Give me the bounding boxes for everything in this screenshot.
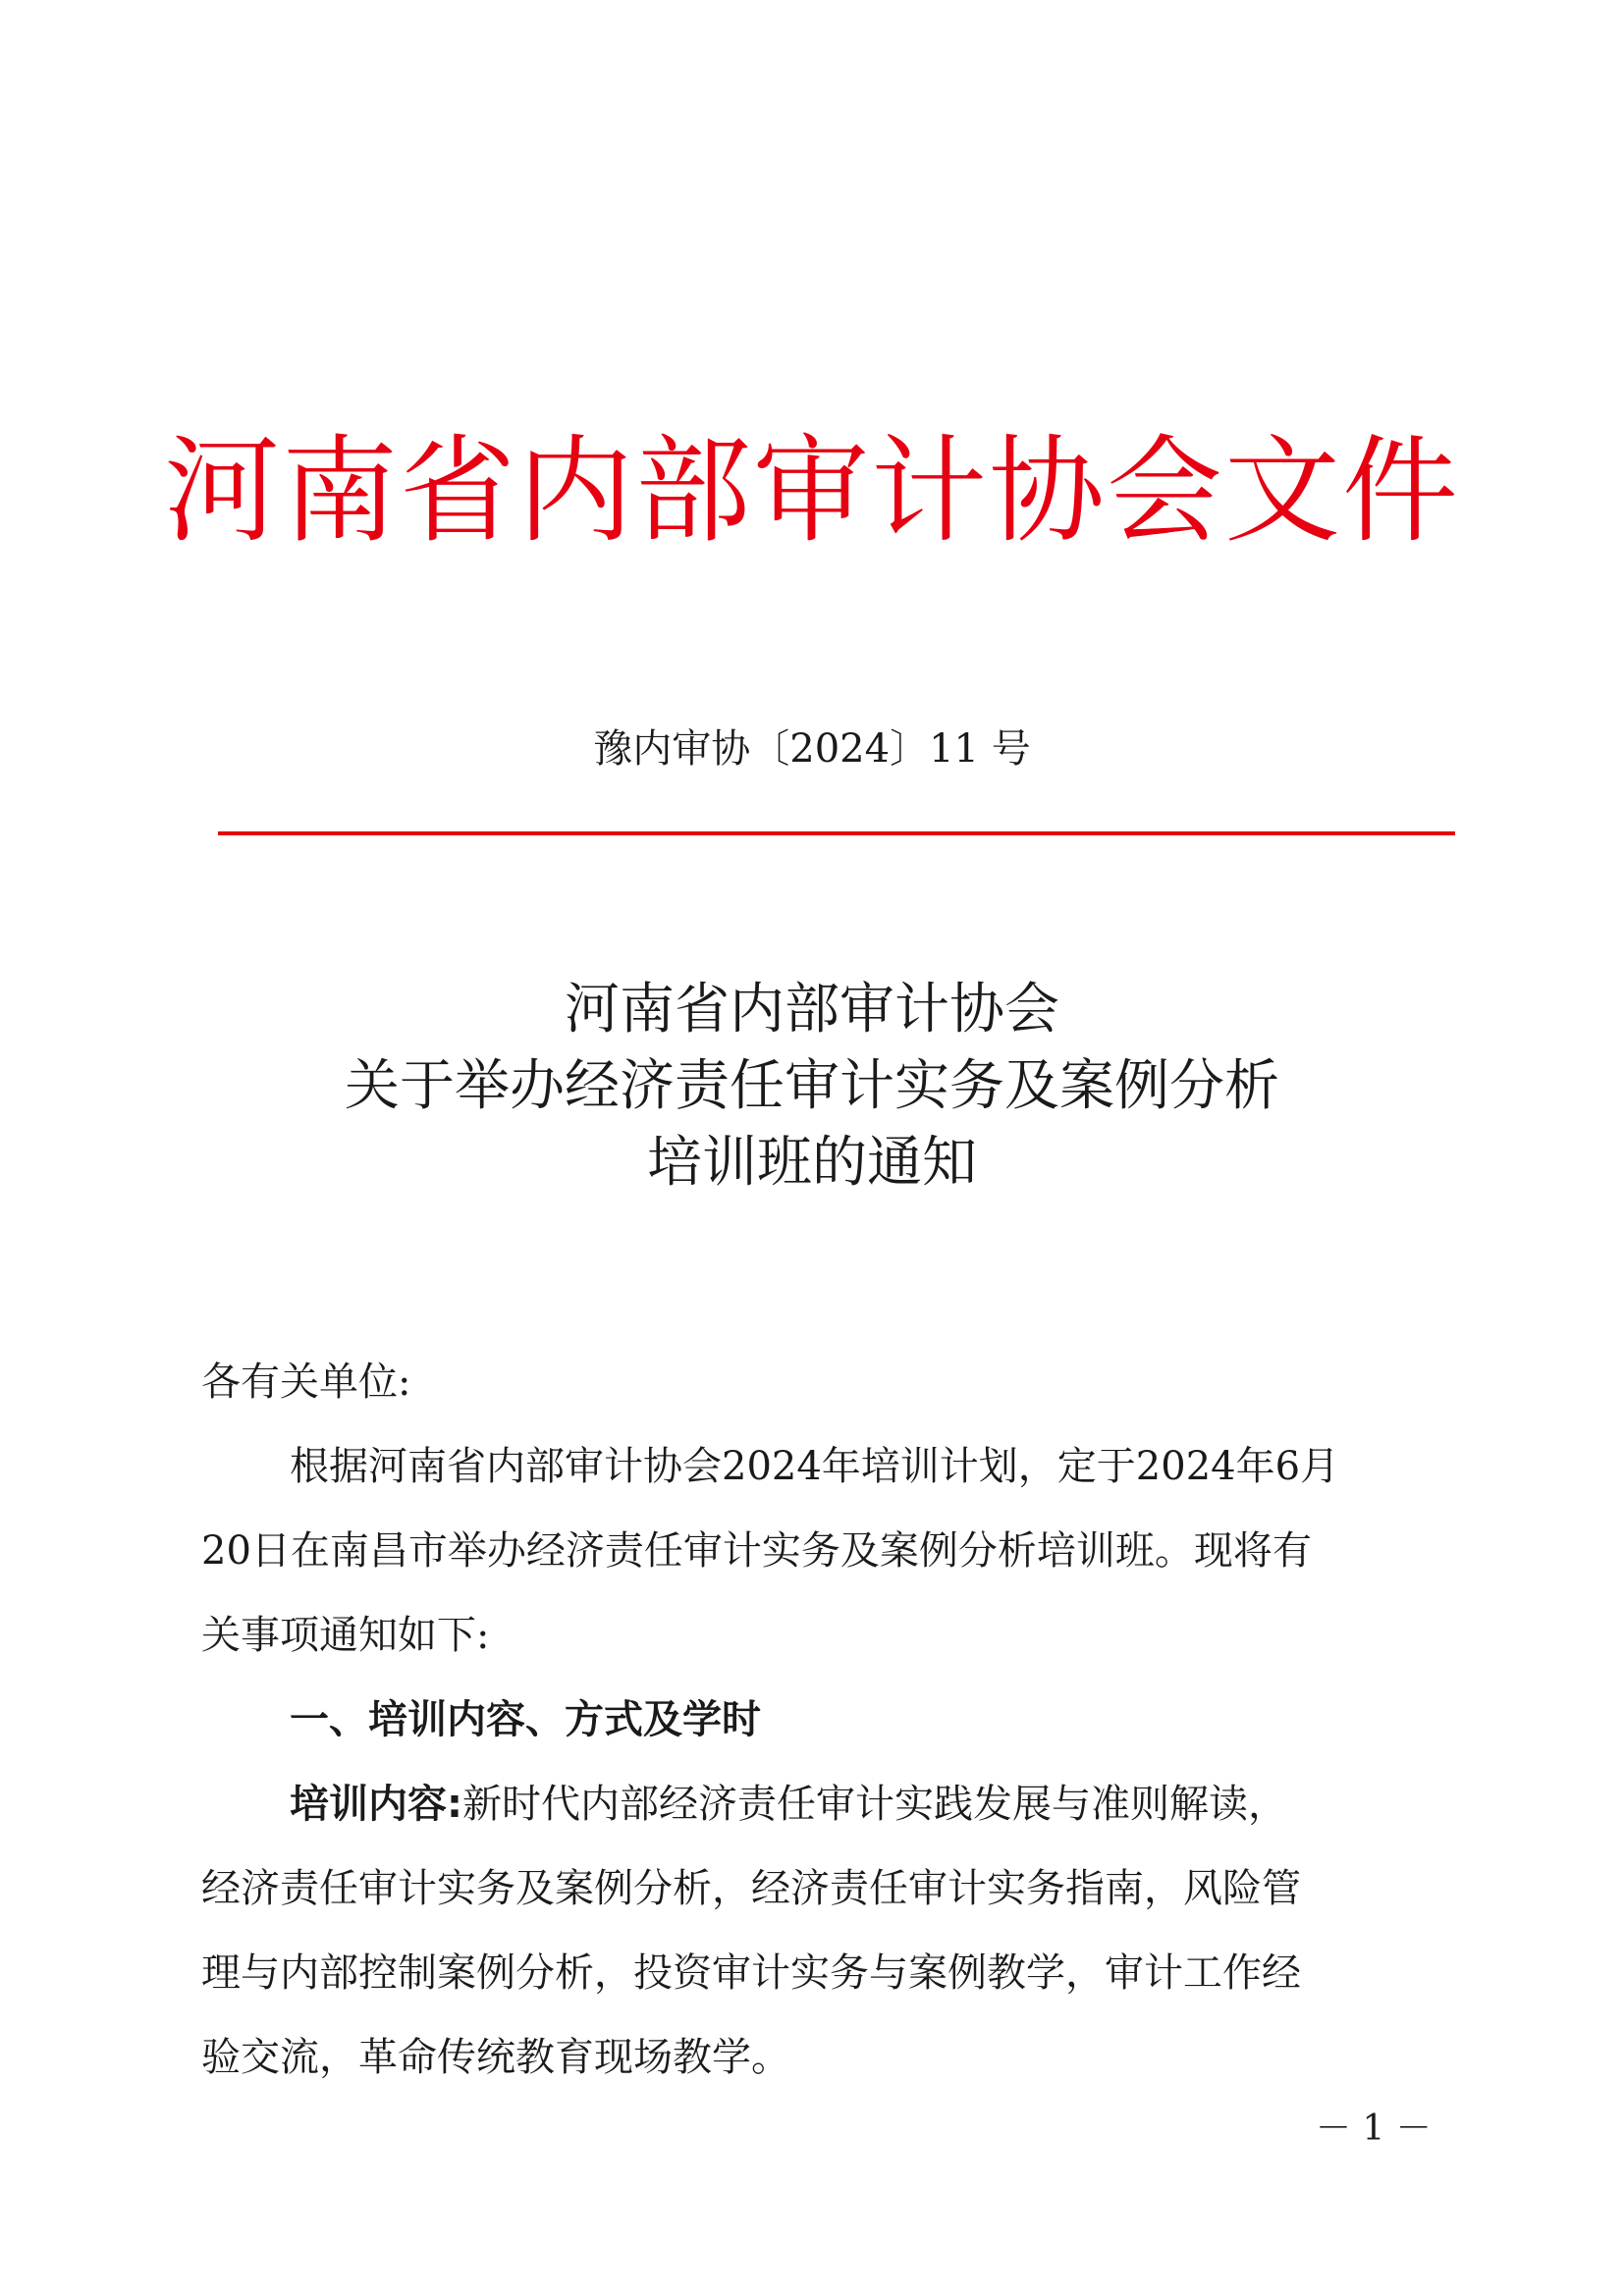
salutation: 各有关单位: (201, 1360, 411, 1405)
section-one-heading: 一、培训内容、方式及学时 (290, 1697, 761, 1742)
notice-title-line: 关于举办经济责任审计实务及案例分析 (345, 1054, 1279, 1118)
document-number: 豫内审协〔2024〕11 号 (593, 726, 1031, 772)
notice-title-line: 河南省内部审计协会 (565, 978, 1059, 1041)
intro-line: 根据河南省内部审计协会2024年培训计划，定于2024年6月 (290, 1444, 1340, 1489)
content-line: 理与内部控制案例分析，投资审计实务与案例教学，审计工作经 (201, 1950, 1301, 1996)
notice-body (201, 1340, 1429, 2100)
content-line: 验交流，革命传统教育现场教学。 (201, 2035, 790, 2080)
page-number: － 1 － (1316, 2109, 1432, 2149)
notice-title-line: 培训班的通知 (647, 1131, 977, 1195)
content-line (201, 1762, 1429, 1846)
content-line: 经济责任审计实务及案例分析，经济责任审计实务指南，风险管 (201, 1866, 1301, 1911)
content-text: 新时代内部经济责任审计实践发展与准则解读， (462, 1782, 1287, 1827)
notice-title (0, 972, 1624, 1201)
intro-line: 关事项通知如下: (201, 1613, 490, 1658)
content-label: 培训内容: (290, 1782, 462, 1827)
red-divider-rule (218, 831, 1455, 835)
document-header-title: 河南省内部审计协会文件 (163, 423, 1460, 559)
intro-line: 20日在南昌市举办经济责任审计实务及案例分析培训班。现将有 (201, 1528, 1312, 1574)
